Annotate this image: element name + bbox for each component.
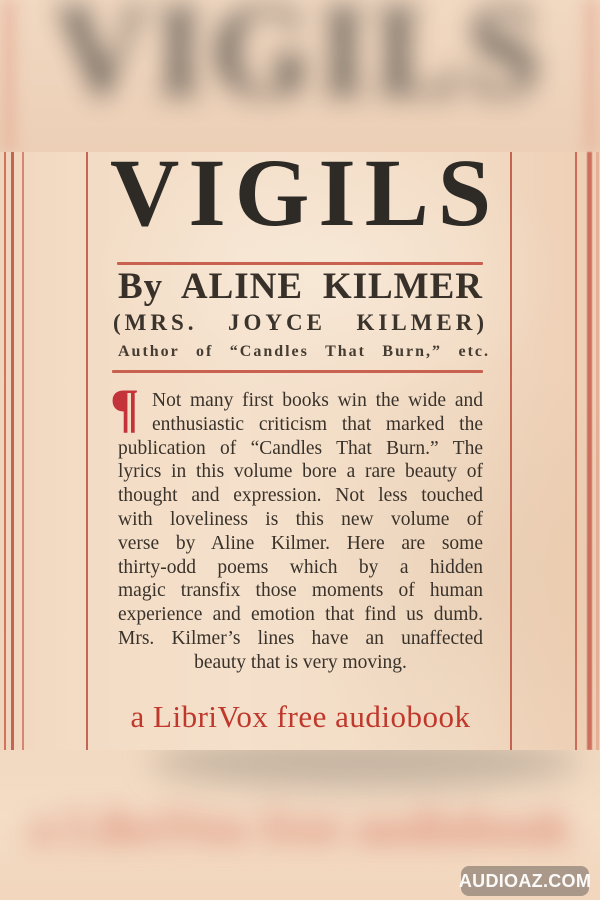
frame-line — [86, 152, 88, 750]
frame-line — [11, 152, 14, 750]
blur-edge-smear-left — [2, 0, 16, 152]
blurb-line: with loveliness is this new volume of — [118, 508, 483, 530]
blurred-top-band — [0, 0, 600, 152]
blurb-line: verse by Aline Kilmer. Here are some — [118, 532, 483, 554]
blurred-title-text: VIGILS — [54, 0, 546, 125]
librivox-tagline: a LibriVox free audiobook — [130, 699, 471, 734]
blurb-line: thirty-odd poems which by a hidden — [118, 556, 483, 578]
frame-line — [510, 152, 512, 750]
audioaz-watermark-badge — [458, 866, 592, 896]
blurred-text-smudge — [150, 750, 580, 788]
blurb-line: thought and expression. Not less touched — [118, 485, 483, 507]
blurb-line: enthusiastic criticism that marked the — [152, 413, 483, 435]
blurred-tagline-text: a LibriVox free audiobook — [29, 801, 571, 854]
blurb-line: Mrs. Kilmer’s lines have an unaffected — [118, 627, 483, 649]
pilcrow-mark: ¶ — [110, 378, 140, 438]
blurb-paragraph — [118, 389, 483, 675]
frame-line — [22, 152, 24, 750]
book-cover — [0, 139, 600, 750]
frame-line — [4, 152, 6, 750]
blurb-line: lyrics in this volume bore a rare beauty of — [118, 461, 483, 483]
blurb-line: experience and emotion that find us dumb. — [118, 604, 483, 626]
blurb-line: beauty that is very moving. — [194, 651, 407, 673]
blurb-line: magic transfix those moments of human — [118, 580, 483, 602]
frame-line — [575, 152, 577, 750]
frame-line — [587, 152, 592, 750]
blurb-line: publication of “Candles That Burn.” The — [118, 437, 483, 459]
frame-line — [596, 152, 599, 750]
audioaz-watermark-label: AUDIOAZ.COM — [458, 870, 592, 891]
blurb-line: Not many first books win the wide and — [152, 390, 483, 411]
blur-edge-smear-right — [584, 0, 598, 152]
red-rule-bottom — [112, 370, 483, 373]
author-byline-secondary: (MRS. JOYCE KILMER) — [113, 310, 488, 335]
author-note: Author of “Candles That Burn,” etc. — [118, 343, 490, 360]
book-title: VIGILS — [110, 139, 501, 246]
author-byline: By ALINE KILMER — [118, 266, 483, 307]
